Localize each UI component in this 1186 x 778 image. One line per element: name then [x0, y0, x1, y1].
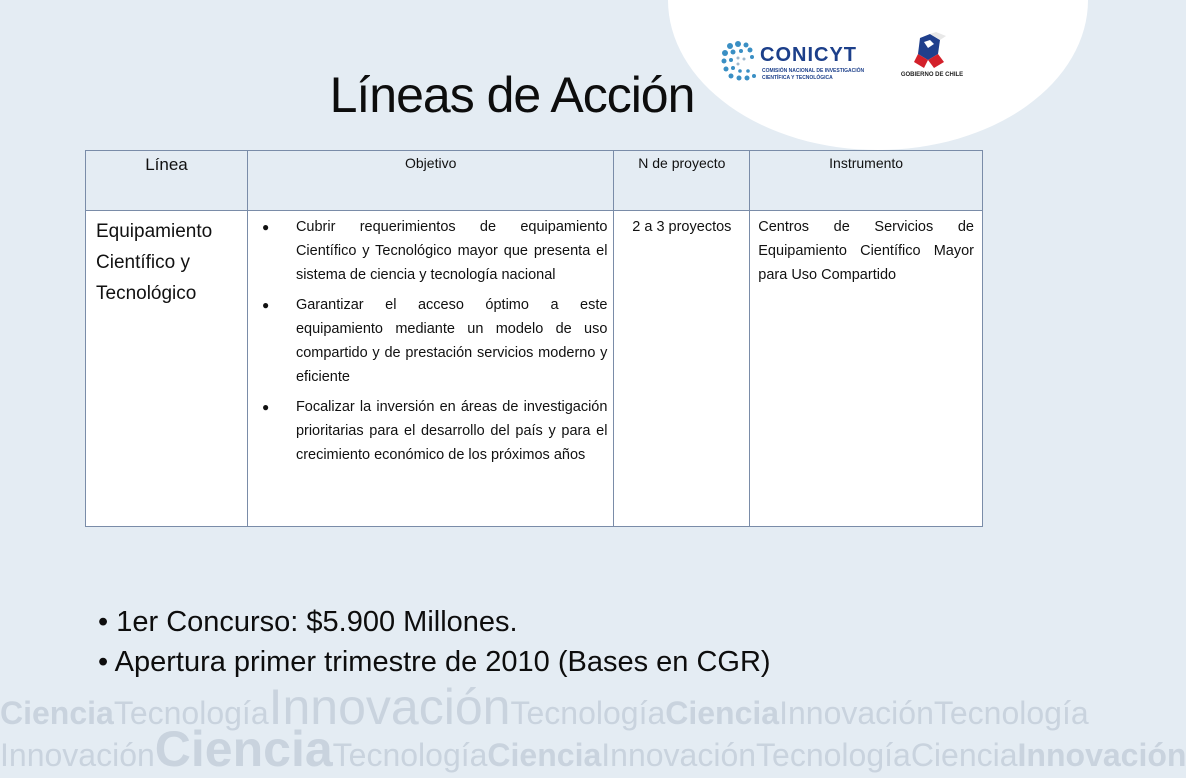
cell-linea: Equipamiento Científico y Tecnológico [86, 211, 248, 527]
bullet-icon: ● [261, 220, 270, 234]
header-instrumento: Instrumento [750, 151, 983, 211]
header-n-proyecto: N de proyecto [614, 151, 750, 211]
header-linea: Línea [86, 151, 248, 211]
bullet-apertura: • Apertura primer trimestre de 2010 (Bases en CGR) [98, 642, 771, 682]
bullet-concurso: • 1er Concurso: $5.900 Millones. [98, 602, 771, 642]
table-row [86, 211, 983, 527]
wm-word: Tecnología [332, 737, 488, 773]
objetivo-text: Garantizar el acceso óptimo a este equipamiento mediante un modelo de uso compartido y de prestación servicios moderno y eficiente [295, 297, 608, 385]
wm-word: Tecnología [113, 695, 269, 731]
objetivo-item [258, 293, 608, 389]
cell-n-proyecto: 2 a 3 proyectos [614, 211, 750, 527]
conicyt-name: CONICYT [760, 44, 857, 66]
wm-word: Tecnología [933, 695, 1089, 731]
bullet-icon: ● [261, 298, 270, 312]
wm-word: Innovación [0, 737, 155, 773]
wm-word: Innovación [1017, 737, 1186, 773]
gobierno-text: GOBIERNO DE CHILE [900, 72, 964, 78]
objetivo-list [258, 215, 608, 467]
cell-objetivo [247, 211, 614, 527]
wm-word: Tecnología [510, 695, 666, 731]
watermark-line-2 [0, 720, 1186, 778]
slide-title: Líneas de Acción [329, 67, 695, 123]
wm-word: Ciencia [487, 737, 602, 773]
wm-word: Tecnología [756, 737, 911, 773]
conicyt-subtitle: COMISIÓN NACIONAL DE INVESTIGACIÓN CIENTÍFICA Y TECNOLÓGICA [762, 68, 865, 81]
wm-word: Ciencia [154, 721, 333, 777]
wm-word: Ciencia [910, 737, 1018, 773]
objetivo-text: Cubrir requerimientos de equipamiento Científico y Tecnológico mayor que presenta el sistema de ciencia y tecnología nacional [295, 219, 608, 283]
summary-bullets [98, 602, 771, 682]
objetivo-item [258, 395, 608, 467]
objetivo-text: Focalizar la inversión en áreas de investigación prioritarias para el desarrollo del país y para el crecimiento económico de los próximos años [295, 399, 608, 463]
watermark-band [0, 678, 1186, 777]
table-header-row [86, 151, 983, 211]
cell-instrumento: Centros de Servicios de Equipamiento Científico Mayor para Uso Compartido [750, 211, 983, 527]
gobierno-emblem-icon [900, 34, 964, 70]
wm-word: Innovación [601, 737, 757, 773]
wm-word: Ciencia [0, 695, 114, 731]
header-objetivo: Objetivo [247, 151, 614, 211]
wm-word: Innovación [779, 695, 934, 731]
action-lines-table [85, 150, 983, 527]
wm-word: Innovación [268, 679, 511, 735]
wm-word: Ciencia [665, 695, 780, 731]
objetivo-item [258, 215, 608, 287]
bullet-icon: ● [261, 400, 270, 414]
